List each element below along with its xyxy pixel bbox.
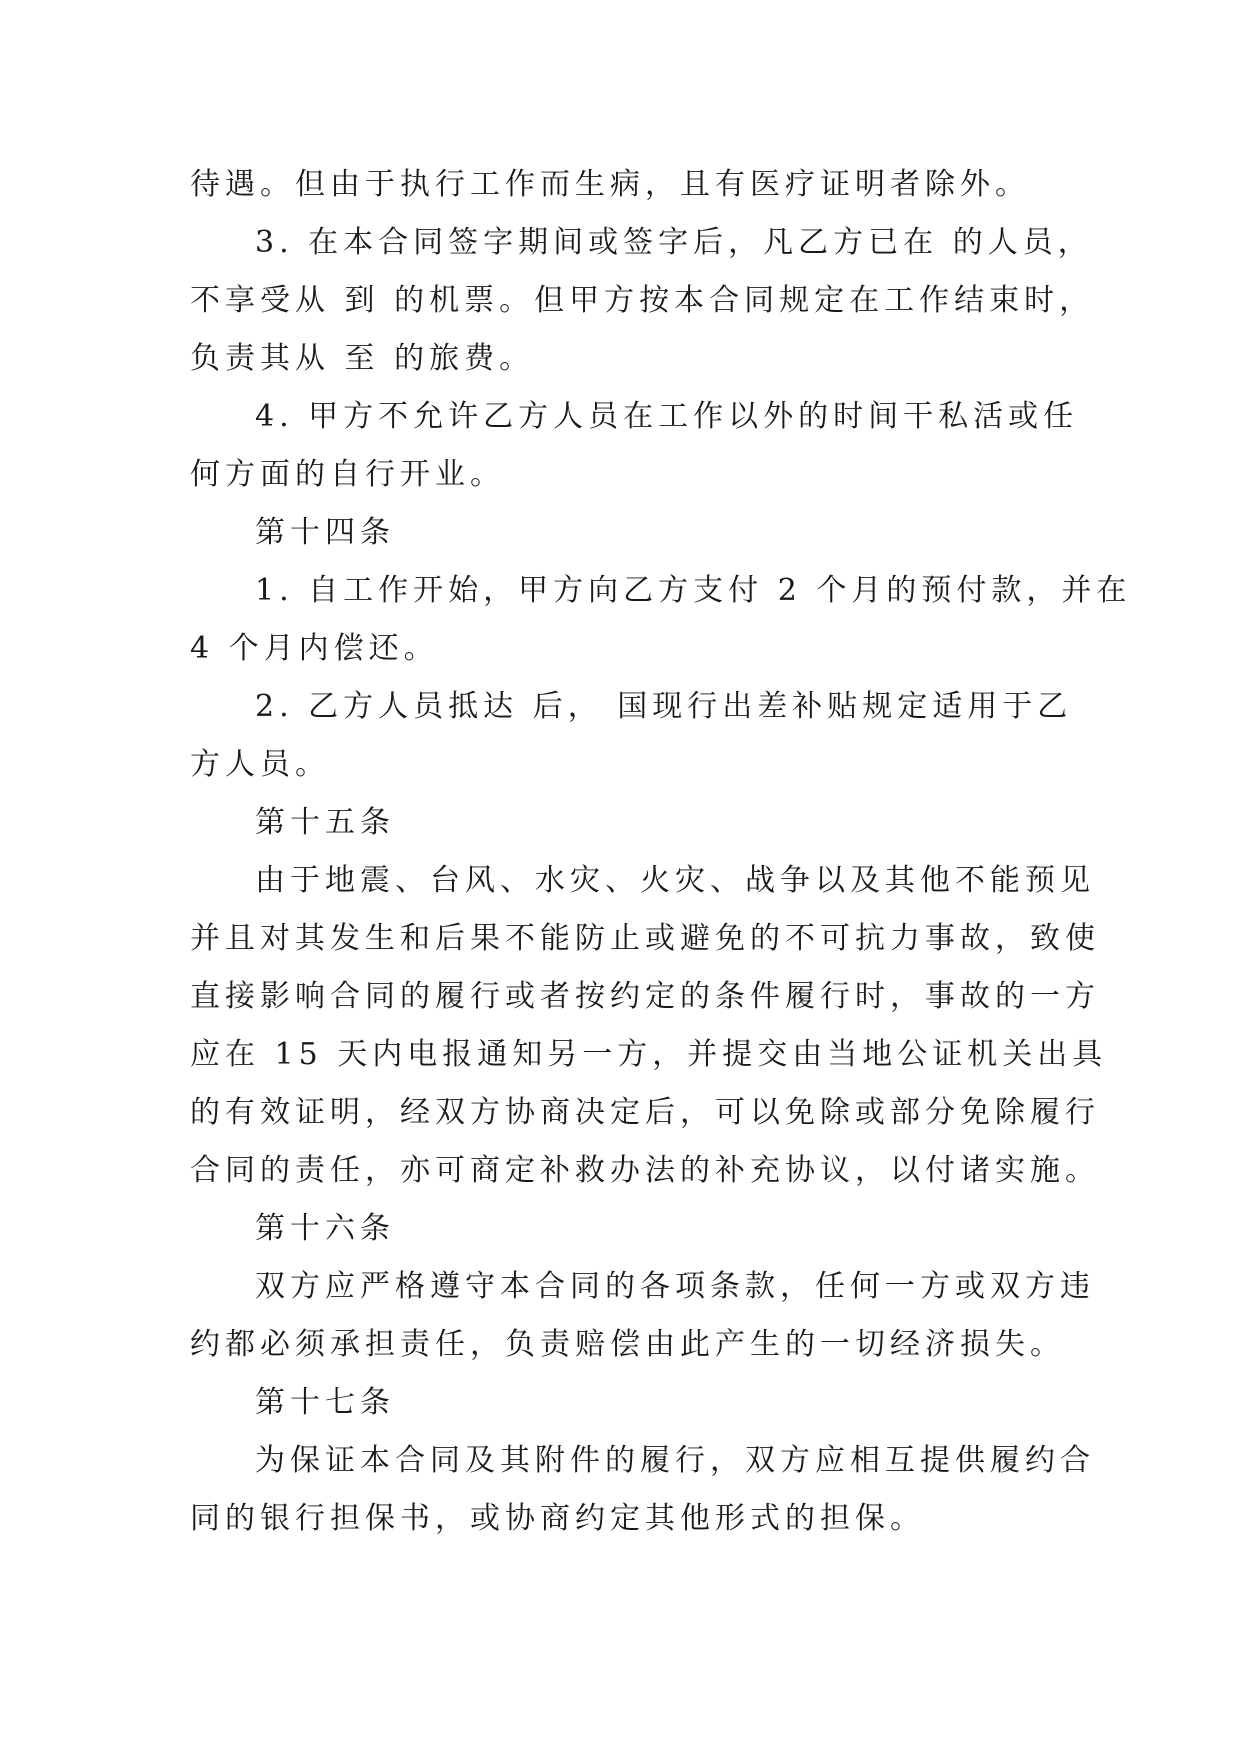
- clause-4-line: 4. 甲方不允许乙方人员在工作以外的时间干私活或任: [255, 399, 1079, 434]
- paragraph-line: 由于地震、台风、水灾、火灾、战争以及其他不能预见: [255, 863, 1095, 898]
- paragraph-line: 为保证本合同及其附件的履行，双方应相互提供履约合: [255, 1443, 1095, 1478]
- article-16-heading: 第十六条: [255, 1211, 395, 1246]
- text-line: 方人员。: [190, 747, 330, 782]
- text-line: 的有效证明，经双方协商决定后，可以免除或部分免除履行: [190, 1095, 1100, 1130]
- article-15-heading: 第十五条: [255, 805, 395, 840]
- text-line: 直接影响合同的履行或者按约定的条件履行时，事故的一方: [190, 979, 1100, 1014]
- text-line: 何方面的自行开业。: [190, 457, 505, 492]
- contract-body: [190, 156, 1132, 1548]
- text-line: 并且对其发生和后果不能防止或避免的不可抗力事故，致使: [190, 921, 1100, 956]
- text-line: 负责其从 至 的旅费。: [190, 341, 535, 376]
- text-line: 不享受从 到 的机票。但甲方按本合同规定在工作结束时，: [190, 283, 1095, 318]
- paragraph-line: 双方应严格遵守本合同的各项条款，任何一方或双方违: [255, 1269, 1095, 1304]
- clause-3-line: 3. 在本合同签字期间或签字后，凡乙方已在 的人员，: [255, 225, 1093, 260]
- text-line: 约都必须承担责任，负责赔偿由此产生的一切经济损失。: [190, 1327, 1065, 1362]
- clause-2-line: 2. 乙方人员抵达 后， 国现行出差补贴规定适用于乙: [255, 689, 1073, 724]
- text-line: 同的银行担保书，或协商约定其他形式的担保。: [190, 1501, 925, 1536]
- clause-1-line: 1. 自工作开始，甲方向乙方支付 2 个月的预付款，并在: [255, 573, 1132, 608]
- article-14-heading: 第十四条: [255, 515, 395, 550]
- text-line: 待遇。但由于执行工作而生病，且有医疗证明者除外。: [190, 167, 1030, 202]
- article-17-heading: 第十七条: [255, 1385, 395, 1420]
- text-line: 应在 15 天内电报通知另一方，并提交由当地公证机关出具: [190, 1037, 1108, 1072]
- text-line: 合同的责任，亦可商定补救办法的补充协议，以付诸实施。: [190, 1153, 1100, 1188]
- text-line: 4 个月内偿还。: [190, 631, 439, 666]
